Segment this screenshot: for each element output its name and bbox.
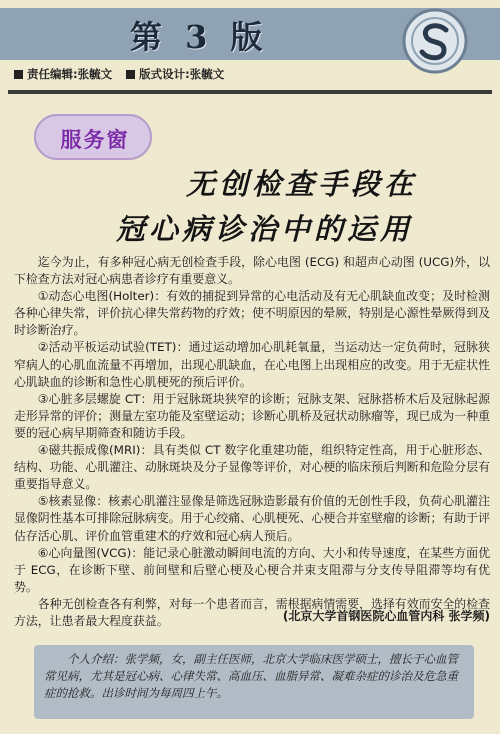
edition-title: 第 3 版 [130, 18, 269, 56]
article-paragraph: 迄今为止，有多种冠心病无创检查手段，除心电图 (ECG) 和超声心动图 (UCG)外，以下检查方法对冠心病患者诊疗有重要意义。 [14, 255, 490, 287]
article-paragraph: ①动态心电图(Holter)：有效的捕捉到异常的心电活动及有无心肌缺血改变；及时检测各种心律失常，评价抗心律失常药物的疗效；使不明原因的晕厥，特别是心源性晕厥得到及时诊断治疗。 [14, 289, 490, 338]
author-byline: (北京大学首钢医院心血管内科 张学频) [282, 609, 490, 623]
header-rule [8, 90, 492, 94]
author-bio-box: 个人介绍：张学频，女，副主任医师，北京大学临床医学硕士，擅长于心血管常见病，尤其是冠心病、心律失常、高血压、血脂异常、凝难杂症的诊治及危急重症的抢救。出诊时间为每周四上午。 [34, 645, 474, 719]
article-paragraph: ③心脏多层螺旋 CT：用于冠脉斑块狭窄的诊断；冠脉支架、冠脉搭桥术后及冠脉起源走形异常的评价；测量左室功能及室壁运动；诊断心肌桥及冠状动脉瘤等，现已成为一种重要的冠心病早期筛查和随访手段。 [14, 391, 490, 440]
article-paragraph: 各种无创检查各有利弊，对每一个患者而言，需根据病情需要，选择有效而安全的检查方法，让患者最大程度获益。 [14, 596, 490, 628]
square-bullet-icon [126, 70, 135, 79]
article-paragraph: ⑤核素显像：核素心肌灌注显像是筛选冠脉造影最有价值的无创性手段，负荷心肌灌注显像阴性基本可排除冠脉病变。用于心绞痛、心肌梗死、心梗合并室壁瘤的诊断；有助于评估存活心肌、评价血管重建术的疗效和冠心病人预后。 [14, 494, 490, 543]
credits-line [14, 66, 474, 84]
square-bullet-icon [14, 70, 23, 79]
column-badge [34, 114, 152, 160]
editor-credit: 责任编辑:张毓文 [27, 67, 113, 81]
article-paragraph: ④磁共振成像(MRI)：具有类似 CT 数字化重建功能，组织特定性高，用于心脏形态、结构、功能、心肌灌注、动脉斑块及分子显像等评价，对心梗的临床预后判断和危险分层有重要指导意义。 [14, 443, 490, 492]
article-paragraph: ②活动平板运动试验(TET)：通过运动增加心肌耗氧量，当运动达一定负荷时，冠脉狭窄病人的心肌血流量不再增加，出现心肌缺血，在心电图上出现相应的改变。用于无症状性心肌缺血的诊断和急性心肌梗死的预后评价。 [14, 340, 490, 389]
headline-line-2: 冠心病诊治中的运用 [116, 212, 414, 246]
column-badge-label: 服务窗 [60, 127, 130, 152]
designer-credit: 版式设计:张毓文 [139, 67, 225, 81]
headline-line-1: 无创检查手段在 [186, 167, 418, 201]
article-paragraph: ⑥心向量图(VCG)：能记录心脏激动瞬间电流的方向、大小和传导速度，在某些方面优于 ECG，在诊断下壁、前间壁和后壁心梗及心梗合并束支阻滞与分支传导阻滞等均有优势。 [14, 545, 490, 594]
